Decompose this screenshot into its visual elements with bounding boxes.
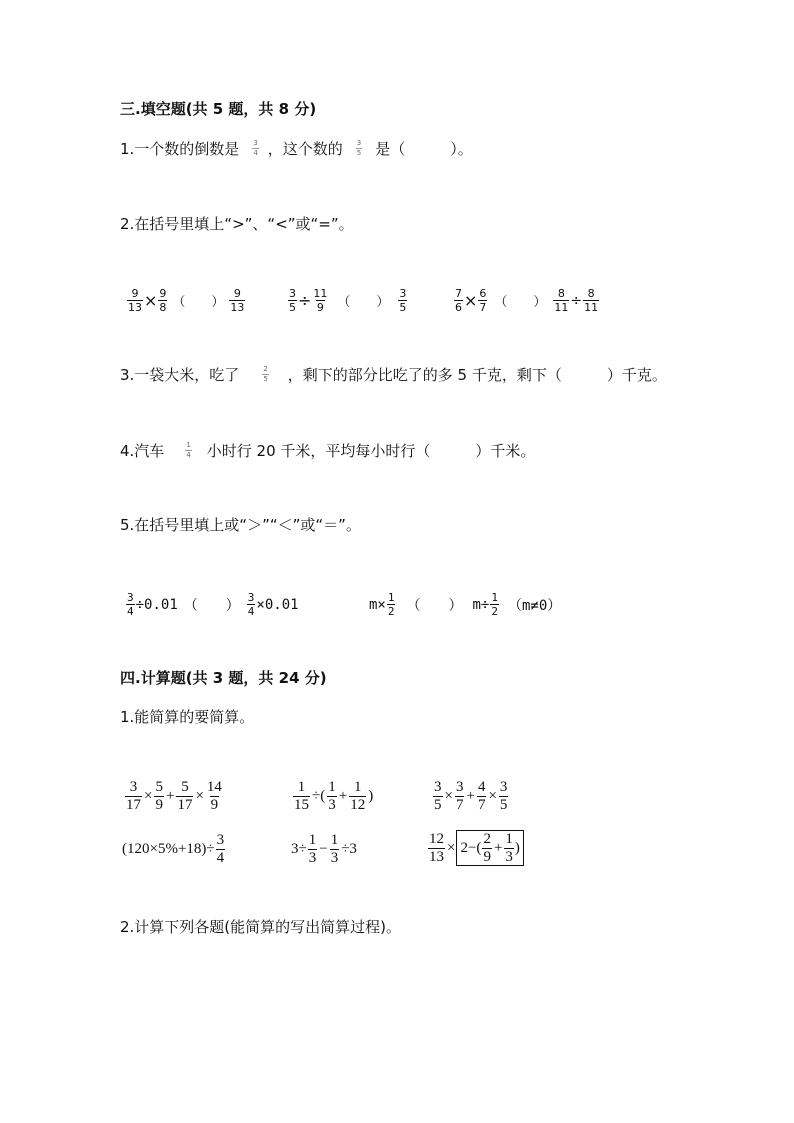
answer-blank[interactable]: （ ）	[172, 295, 225, 310]
section3-heading: 三.填空题(共 5 题，共 8 分)	[120, 100, 317, 118]
answer-blank[interactable]: （ ）	[494, 295, 547, 310]
question-5: 5.在括号里填上或“＞”“＜”或“＝”。	[120, 516, 361, 534]
fraction: $\frac{3}{5}$	[356, 139, 362, 157]
compare-expression-3: $\frac{7}{6}$ × $\frac{6}{7}$ （ ） $\frac{8}{11}$ ÷ $\frac{8}{11}$	[455, 287, 599, 314]
fraction: $\frac{3}{4}$	[253, 139, 258, 157]
calc-expression-3: $\frac{3}{5}$ × $\frac{3}{7}$ + $\frac{4}{7}$ × $\frac{3}{5}$	[434, 779, 508, 813]
calc-expression-5: 3÷ $\frac{1}{3}$ − $\frac{1}{3}$ ÷3	[291, 832, 357, 866]
calc-expression-1: $\frac{3}{17}$ × $\frac{5}{9}$ + $\frac{5}{17}$ × $\frac{14}{9}$	[126, 779, 222, 813]
question-1: 1.一个数的倒数是 $\frac{3}{4}$ ，这个数的 $\frac{3}{5}$ 是（ ）。	[120, 139, 473, 158]
compare-expression-5: m× $\frac{1}{2}$ （ ） m÷ $\frac{1}{2}$ （m≠0）	[369, 591, 562, 618]
square-bracket: 2−( $\frac{2}{9}$ + $\frac{1}{3}$ )	[456, 830, 519, 866]
answer-blank[interactable]: （ ）	[337, 295, 390, 310]
square-bracket-close	[520, 830, 524, 866]
section4-heading: 四.计算题(共 3 题，共 24 分)	[120, 669, 327, 687]
question-4-1: 1.能简算的要简算。	[120, 708, 255, 726]
compare-expression-2: $\frac{3}{5}$ ÷ $\frac{11}{9}$ （ ） $\frac{3}{5}$	[289, 287, 407, 314]
question-3: 3.一袋大米，吃了 $\frac{2}{5}$ ，剩下的部分比吃了的多 5 千克，剩下（ ）千克。	[120, 365, 667, 384]
calc-expression-4: (120×5%+18)÷ $\frac{3}{4}$	[122, 832, 225, 866]
answer-blank[interactable]: （ ）	[183, 597, 240, 614]
answer-blank[interactable]: （ ）	[406, 597, 463, 614]
question-2: 2.在括号里填上“>”、“<”或“=”。	[120, 215, 354, 233]
question-4: 4.汽车 $\frac{1}{4}$ 小时行 20 千米，平均每小时行（ ）千米。	[120, 441, 536, 460]
calc-expression-2: $\frac{1}{15}$ ÷( $\frac{1}{3}$ + $\frac{1}{12}$ )	[294, 779, 374, 813]
calc-expression-6: $\frac{12}{13}$ × 2−( $\frac{2}{9}$ + $\frac{1}{3}$ )	[427, 830, 524, 866]
compare-expression-1: $\frac{9}{13}$ × $\frac{9}{8}$ （ ） $\frac{9}{13}$	[128, 287, 245, 314]
question-4-2: 2.计算下列各题(能简算的写出简算过程)。	[120, 918, 402, 936]
compare-expression-4: $\frac{3}{4}$ ÷0.01 （ ） $\frac{3}{4}$ ×0.01	[127, 591, 299, 618]
